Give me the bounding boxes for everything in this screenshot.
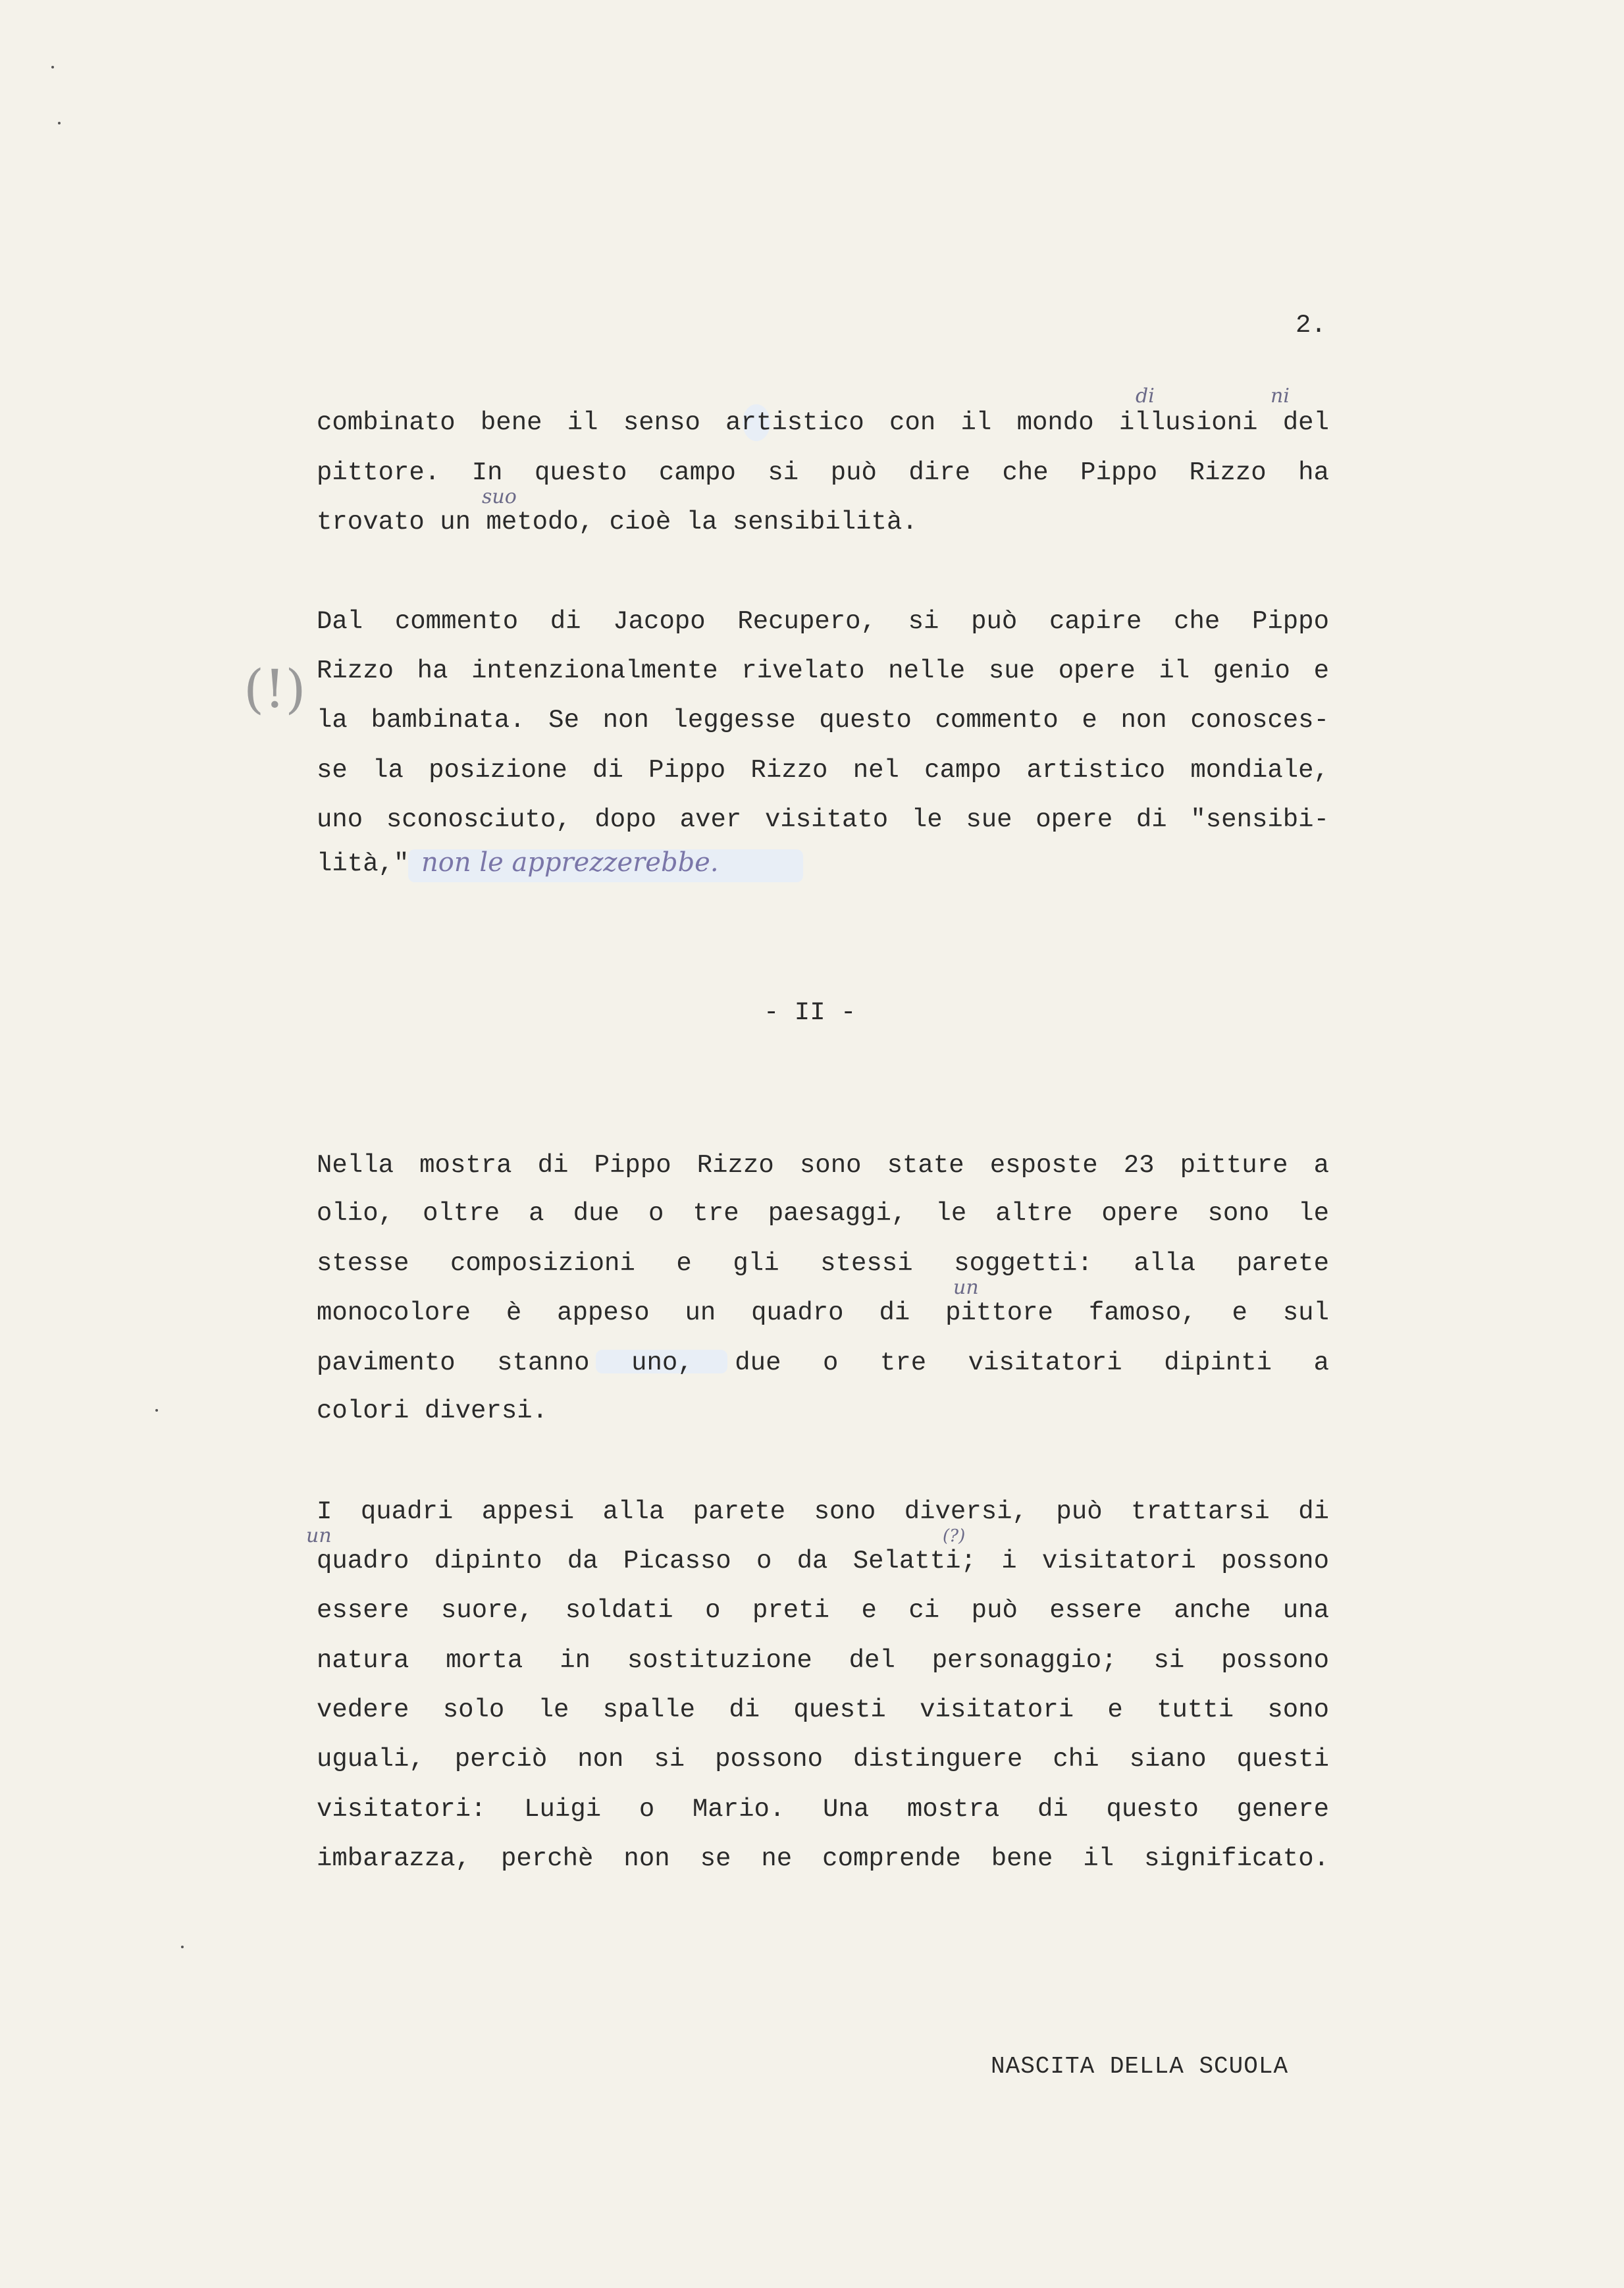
- handwritten-note: ni: [1270, 385, 1290, 408]
- handwritten-note: suo: [482, 485, 517, 508]
- handwritten-note: un: [953, 1276, 979, 1299]
- text-line: natura morta in sostituzione del personaggio; si possono: [317, 1646, 1329, 1675]
- text-line: colori diversi.: [317, 1397, 548, 1425]
- handwritten-note: di: [1136, 385, 1155, 408]
- speck: [155, 1409, 158, 1412]
- text-line: olio, oltre a due o tre paesaggi, le altre opere sono le: [317, 1199, 1329, 1228]
- text-line: uno sconosciuto, dopo aver visitato le sue opere di "sensibi-: [317, 805, 1329, 834]
- text-line: lità,": [317, 849, 409, 878]
- text-line: Dal commento di Jacopo Recupero, si può capire che Pippo: [317, 607, 1329, 636]
- text-line: visitatori: Luigi o Mario. Una mostra di questo genere: [317, 1795, 1329, 1824]
- handwritten-note: (?): [943, 1526, 966, 1546]
- text-line: pittore. In questo campo si può dire che Pippo Rizzo ha: [317, 458, 1329, 487]
- text-line: la bambinata. Se non leggesse questo commento e non conosces-: [317, 706, 1329, 735]
- section-heading: - II -: [764, 998, 856, 1027]
- text-line: vedere solo le spalle di questi visitatori e tutti sono: [317, 1695, 1329, 1724]
- text-line: pavimento stanno uno, due o tre visitatori dipinti a: [317, 1348, 1329, 1377]
- speck: [181, 1946, 184, 1948]
- text-line: I quadri appesi alla parete sono diversi, può trattarsi di: [317, 1497, 1329, 1526]
- text-line: trovato un metodo, cioè la sensibilità.: [317, 508, 918, 537]
- speck: [51, 66, 54, 68]
- text-line: stesse composizioni e gli stessi soggetti: alla parete: [317, 1249, 1329, 1278]
- text-line: Nella mostra di Pippo Rizzo sono state esposte 23 pitture a: [317, 1151, 1329, 1180]
- handwritten-note: non le apprezzerebbe.: [421, 847, 719, 878]
- text-line: Rizzo ha intenzionalmente rivelato nelle sue opere il genio e: [317, 656, 1329, 685]
- text-line: uguali, perciò non si possono distinguere chi siano questi: [317, 1745, 1329, 1774]
- text-line: se la posizione di Pippo Rizzo nel campo artistico mondiale,: [317, 756, 1329, 785]
- page-number: 2.: [1296, 311, 1326, 340]
- margin-exclamation-mark: (!): [244, 658, 306, 720]
- handwritten-note: un: [306, 1524, 332, 1547]
- text-line: combinato bene il senso artistico con il mondo illusioni del: [317, 408, 1329, 437]
- footer-title: NASCITA DELLA SCUOLA: [991, 2053, 1289, 2080]
- text-line: imbarazza, perchè non se ne comprende bene il significato.: [317, 1844, 1329, 1873]
- text-line: quadro dipinto da Picasso o da Selatti; i visitatori possono: [317, 1547, 1329, 1576]
- text-line: monocolore è appeso un quadro di pittore famoso, e sul: [317, 1298, 1329, 1327]
- text-line: essere suore, soldati o preti e ci può essere anche una: [317, 1596, 1329, 1625]
- speck: [58, 122, 61, 124]
